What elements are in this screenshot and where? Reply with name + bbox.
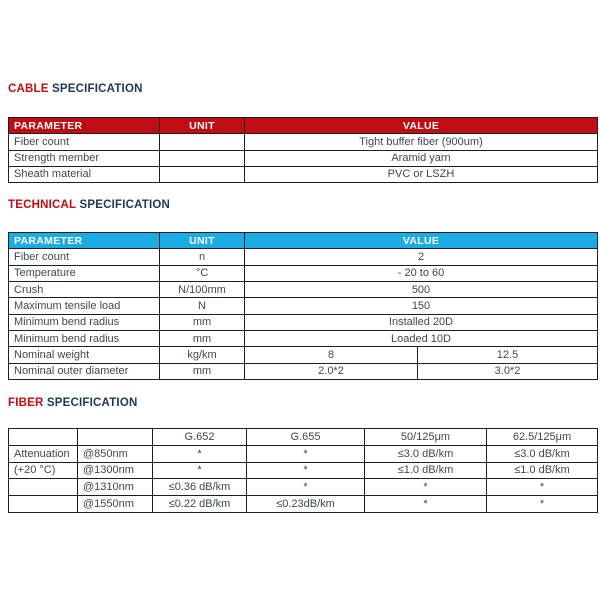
- um62-cell: *: [487, 496, 598, 513]
- parameter-cell: Nominal weight: [9, 347, 160, 363]
- fiber-spec-heading-rest: SPECIFICATION: [46, 397, 138, 409]
- table-row: [9, 462, 598, 479]
- technical-spec-heading: [8, 199, 170, 211]
- unit-cell: kg/km: [160, 347, 245, 363]
- table-row: [9, 363, 598, 379]
- value-cell: Tight buffer fiber (900um): [245, 134, 598, 150]
- value-cell: - 20 to 60: [245, 265, 598, 281]
- value-cell: Aramid yarn: [245, 150, 598, 166]
- g655-cell: *: [247, 479, 365, 496]
- table-row: [9, 134, 598, 150]
- header-empty-cell: [78, 429, 153, 446]
- value-cell: 150: [245, 298, 598, 314]
- um62-cell: *: [487, 479, 598, 496]
- g655-cell: ≤0.23dB/km: [247, 496, 365, 513]
- wavelength-cell: @850nm: [78, 445, 153, 462]
- parameter-cell: Crush: [9, 281, 160, 297]
- technical-table-header-row: [9, 233, 598, 249]
- header-parameter: PARAMETER: [9, 233, 160, 249]
- table-row: [9, 150, 598, 166]
- um50-cell: *: [365, 479, 487, 496]
- table-row: [9, 281, 598, 297]
- value-cell: 2: [245, 249, 598, 265]
- value-cell-right: 3.0*2: [418, 363, 598, 379]
- unit-cell: mm: [160, 330, 245, 346]
- table-row: [9, 298, 598, 314]
- um50-cell: ≤1.0 dB/km: [365, 462, 487, 479]
- header-g655: G.655: [247, 429, 365, 446]
- table-row: [9, 265, 598, 281]
- cable-table-header-row: [9, 118, 598, 134]
- parameter-cell: Strength member: [9, 150, 160, 166]
- unit-cell: n: [160, 249, 245, 265]
- parameter-cell: Minimum bend radius: [9, 314, 160, 330]
- table-row: [9, 249, 598, 265]
- header-value: VALUE: [245, 233, 598, 249]
- g652-cell: *: [153, 445, 247, 462]
- value-cell: 500: [245, 281, 598, 297]
- cable-spec-heading: [8, 83, 143, 95]
- unit-cell: °C: [160, 265, 245, 281]
- g652-cell: ≤0.36 dB/km: [153, 479, 247, 496]
- wavelength-cell: @1310nm: [78, 479, 153, 496]
- parameter-cell: Minimum bend radius: [9, 330, 160, 346]
- value-cell-right: 12.5: [418, 347, 598, 363]
- unit-cell: mm: [160, 314, 245, 330]
- header-unit: UNIT: [160, 118, 245, 134]
- wavelength-cell: @1550nm: [78, 496, 153, 513]
- cable-spec-heading-accent: CABLE: [8, 83, 49, 95]
- wavelength-cell: @1300nm: [78, 462, 153, 479]
- value-cell-left: 8: [245, 347, 418, 363]
- table-row: [9, 330, 598, 346]
- um50-cell: ≤3.0 dB/km: [365, 445, 487, 462]
- cable-spec-heading-rest: SPECIFICATION: [52, 83, 143, 95]
- table-row: [9, 166, 598, 182]
- g655-cell: *: [247, 462, 365, 479]
- parameter-cell: Fiber count: [9, 249, 160, 265]
- table-row: [9, 347, 598, 363]
- unit-cell: [160, 166, 245, 182]
- unit-cell: [160, 134, 245, 150]
- header-62-5-125um: 62.5/125μm: [487, 429, 598, 446]
- header-empty-cell: [9, 429, 78, 446]
- g652-cell: ≤0.22 dB/km: [153, 496, 247, 513]
- technical-spec-heading-rest: SPECIFICATION: [79, 199, 171, 211]
- parameter-cell: Nominal outer diameter: [9, 363, 160, 379]
- fiber-spec-table: [8, 428, 598, 513]
- table-row: [9, 496, 598, 513]
- header-unit: UNIT: [160, 233, 245, 249]
- table-row: [9, 314, 598, 330]
- value-cell: Installed 20D: [245, 314, 598, 330]
- um62-cell: ≤1.0 dB/km: [487, 462, 598, 479]
- row-label-cell: [9, 479, 78, 496]
- um50-cell: *: [365, 496, 487, 513]
- technical-spec-table: [8, 232, 598, 380]
- header-g652: G.652: [153, 429, 247, 446]
- unit-cell: N/100mm: [160, 281, 245, 297]
- cable-spec-table: [8, 117, 598, 183]
- header-parameter: PARAMETER: [9, 118, 160, 134]
- fiber-spec-heading-accent: FIBER: [8, 397, 44, 409]
- parameter-cell: Sheath material: [9, 166, 160, 182]
- g655-cell: *: [247, 445, 365, 462]
- header-50-125um: 50/125μm: [365, 429, 487, 446]
- table-row: [9, 445, 598, 462]
- value-cell-left: 2.0*2: [245, 363, 418, 379]
- unit-cell: [160, 150, 245, 166]
- row-label-cell: [9, 496, 78, 513]
- fiber-spec-heading: [8, 397, 137, 409]
- header-value: VALUE: [245, 118, 598, 134]
- row-label-cell: Attenuation: [9, 445, 78, 462]
- parameter-cell: Maximum tensile load: [9, 298, 160, 314]
- parameter-cell: Fiber count: [9, 134, 160, 150]
- fiber-table-header-row: [9, 429, 598, 446]
- um62-cell: ≤3.0 dB/km: [487, 445, 598, 462]
- value-cell: PVC or LSZH: [245, 166, 598, 182]
- value-cell: Loaded 10D: [245, 330, 598, 346]
- g652-cell: *: [153, 462, 247, 479]
- parameter-cell: Temperature: [9, 265, 160, 281]
- technical-spec-heading-accent: TECHNICAL: [8, 199, 77, 211]
- row-label-cell: (+20 °C): [9, 462, 78, 479]
- table-row: [9, 479, 598, 496]
- unit-cell: mm: [160, 363, 245, 379]
- unit-cell: N: [160, 298, 245, 314]
